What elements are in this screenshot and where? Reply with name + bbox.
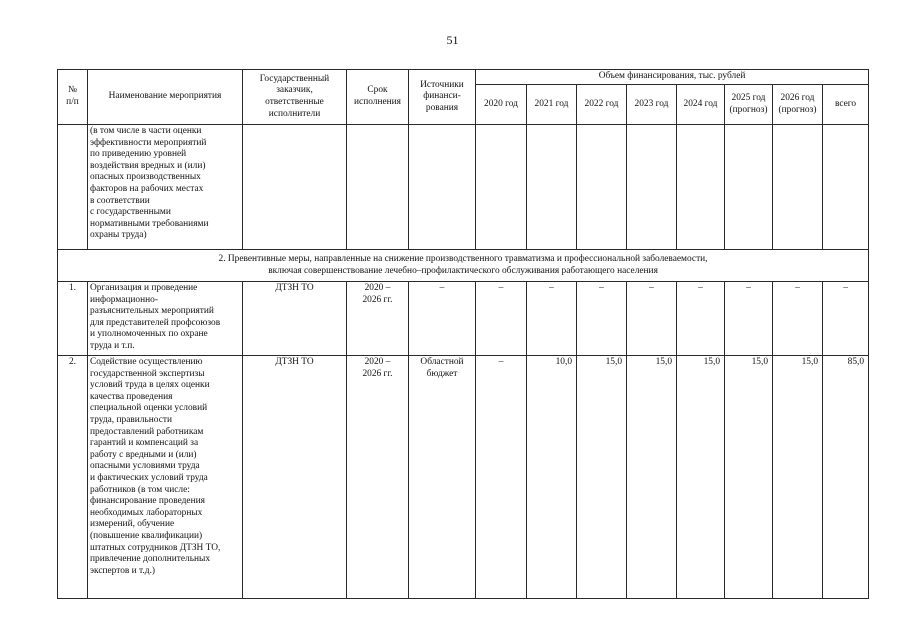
section-heading: 2. Превентивные меры, направленные на снижение производственного травматизма и профессиональной заболеваемости, включая совершенствование лечебно–профилактического обслуживания работающего населения (58, 250, 869, 282)
row-source: – (409, 282, 476, 356)
header-num: № п/п (58, 70, 88, 125)
header-customer: Государственный заказчик, ответственные исполнители (243, 70, 347, 125)
section-row (58, 250, 869, 282)
row-description: Содействие осуществлению государственной экспертизы условий труда в целях оценки качества проведения специальной оценки условий труда, правильности предоставлений работникам гарантий и компенсаций за работу с вредными и (или) опасными условиями труда и фактических условий труда работников (в том числе: финансирование проведения необходимых лабораторных измерений, обучение (повышение квалификации) штатных сотрудников ДТЗН ТО, привлечение дополнительных экспертов и т.д.) (88, 356, 243, 599)
row-customer: ДТЗН ТО (243, 282, 347, 356)
continuation-text: (в том числе в части оценки эффективности мероприятий по приведению уровней воздействия вредных и (или) опасных производственных факторов на рабочих местах в соответствии с государственными нормативными требованиями охраны труда) (88, 125, 243, 250)
page-number: 51 (446, 33, 459, 47)
header-year-2026: 2026 год (прогноз) (773, 85, 823, 125)
row-value-2021: – (527, 282, 577, 356)
row-value-2022: 15,0 (577, 356, 627, 599)
row-value-2025: – (725, 282, 773, 356)
funding-table (57, 69, 869, 599)
row-value-2024: 15,0 (677, 356, 725, 599)
row-value-2022: – (577, 282, 627, 356)
row-customer: ДТЗН ТО (243, 356, 347, 599)
row-value-2020: – (476, 282, 527, 356)
header-year-2025: 2025 год (прогноз) (725, 85, 773, 125)
header-year-2024: 2024 год (677, 85, 725, 125)
row-term: 2020 – 2026 гг. (347, 282, 409, 356)
row-value-2020: – (476, 356, 527, 599)
header-year-2021: 2021 год (527, 85, 577, 125)
header-year-2023: 2023 год (627, 85, 677, 125)
row-value-total: 85,0 (823, 356, 869, 599)
row-num: 2. (58, 356, 88, 599)
header-sources: Источники финанси- рования (409, 70, 476, 125)
header-total: всего (823, 85, 869, 125)
row-source: Областной бюджет (409, 356, 476, 599)
header-term: Срок исполнения (347, 70, 409, 125)
row-description: Организация и проведение информационно- разъяснительных мероприятий для представителей профсоюзов и уполномоченных по охране труда и т.п. (88, 282, 243, 356)
row-value-2021: 10,0 (527, 356, 577, 599)
table-row (58, 356, 869, 599)
row-term: 2020 – 2026 гг. (347, 356, 409, 599)
table-row (58, 282, 869, 356)
row-value-2026: 15,0 (773, 356, 823, 599)
header-funding-group: Объем финансирования, тыс. рублей (476, 70, 869, 85)
row-value-2026: – (773, 282, 823, 356)
table-row-continuation (58, 125, 869, 250)
header-name: Наименование мероприятия (88, 70, 243, 125)
row-num: 1. (58, 282, 88, 356)
row-value-2024: – (677, 282, 725, 356)
header-year-2020: 2020 год (476, 85, 527, 125)
header-year-2022: 2022 год (577, 85, 627, 125)
row-value-2023: – (627, 282, 677, 356)
row-value-2023: 15,0 (627, 356, 677, 599)
row-value-total: – (823, 282, 869, 356)
row-value-2025: 15,0 (725, 356, 773, 599)
